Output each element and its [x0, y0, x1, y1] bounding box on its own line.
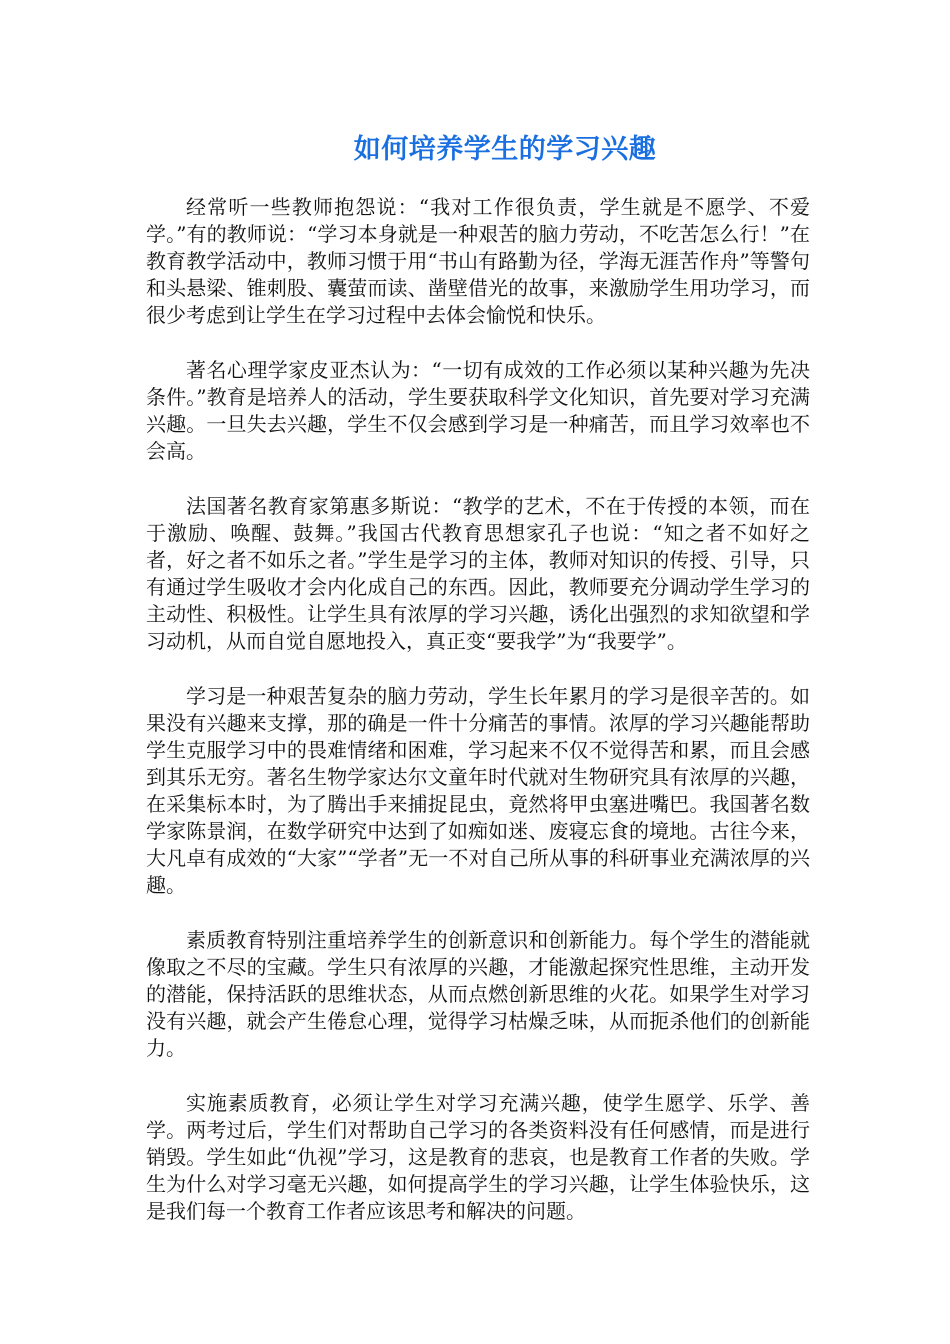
paragraph-3: 法国著名教育家第惠多斯说：“教学的艺术，不在于传授的本领，而在于激励、唤醒、鼓舞。”我国古代教育思想家孔子也说：“知之者不如好之者，好之者不如乐之者。”学生是学习的主体，教师对知识的传授、引导，只有通过学生吸收才会内化成自己的东西。因此，教师要充分调动学生学习的主动性、积极性。让学生具有浓厚的学习兴趣，诱化出强烈的求知欲望和学习动机，从而自觉自愿地投入，真正变“要我学”为“我要学”。 [146, 494, 810, 653]
document-body [146, 194, 810, 1253]
paragraph-5: 素质教育特别注重培养学生的创新意识和创新能力。每个学生的潜能就像取之不尽的宝藏。学生只有浓厚的兴趣，才能激起探究性思维，主动开发的潜能，保持活跃的思维状态，从而点燃创新思维的火花。如果学生对学习没有兴趣，就会产生倦怠心理，觉得学习枯燥乏味，从而扼杀他们的创新能力。 [146, 928, 810, 1060]
paragraph-2: 著名心理学家皮亚杰认为：“一切有成效的工作必须以某种兴趣为先决条件。”教育是培养人的活动，学生要获取科学文化知识，首先要对学习充满兴趣。一旦失去兴趣，学生不仅会感到学习是一种痛苦，而且学习效率也不会高。 [146, 358, 810, 463]
paragraph-6: 实施素质教育，必须让学生对学习充满兴趣，使学生愿学、乐学、善学。两考过后，学生们对帮助自己学习的各类资料没有任何感情，而是进行销毁。学生如此“仇视”学习，这是教育的悲哀，也是教育工作者的失败。学生为什么对学习毫无兴趣，如何提高学生的学习兴趣，让学生体验快乐，这是我们每一个教育工作者应该思考和解决的问题。 [146, 1091, 810, 1223]
paragraph-1: 经常听一些教师抱怨说：“我对工作很负责，学生就是不愿学、不爱学。”有的教师说：“学习本身就是一种艰苦的脑力劳动，不吃苦怎么行！”在教育教学活动中，教师习惯于用“书山有路勤为径，学海无涯苦作舟”等警句和头悬梁、锥刺股、囊萤而读、凿壁借光的故事，来激励学生用功学习，而很少考虑到让学生在学习过程中去体会愉悦和快乐。 [146, 195, 810, 327]
paragraph-4: 学习是一种艰苦复杂的脑力劳动，学生长年累月的学习是很辛苦的。如果没有兴趣来支撑，那的确是一件十分痛苦的事情。浓厚的学习兴趣能帮助学生克服学习中的畏难情绪和困难，学习起来不仅不觉得苦和累，而且会感到其乐无穷。著名生物学家达尔文童年时代就对生物研究具有浓厚的兴趣，在采集标本时，为了腾出手来捕捉昆虫，竟然将甲虫塞进嘴巴。我国著名数学家陈景润，在数学研究中达到了如痴如迷、废寝忘食的境地。古往今来，大凡卓有成效的“大家”“学者”无一不对自己所从事的科研事业充满浓厚的兴趣。 [146, 684, 810, 897]
document-title: 如何培养学生的学习兴趣 [353, 134, 657, 165]
